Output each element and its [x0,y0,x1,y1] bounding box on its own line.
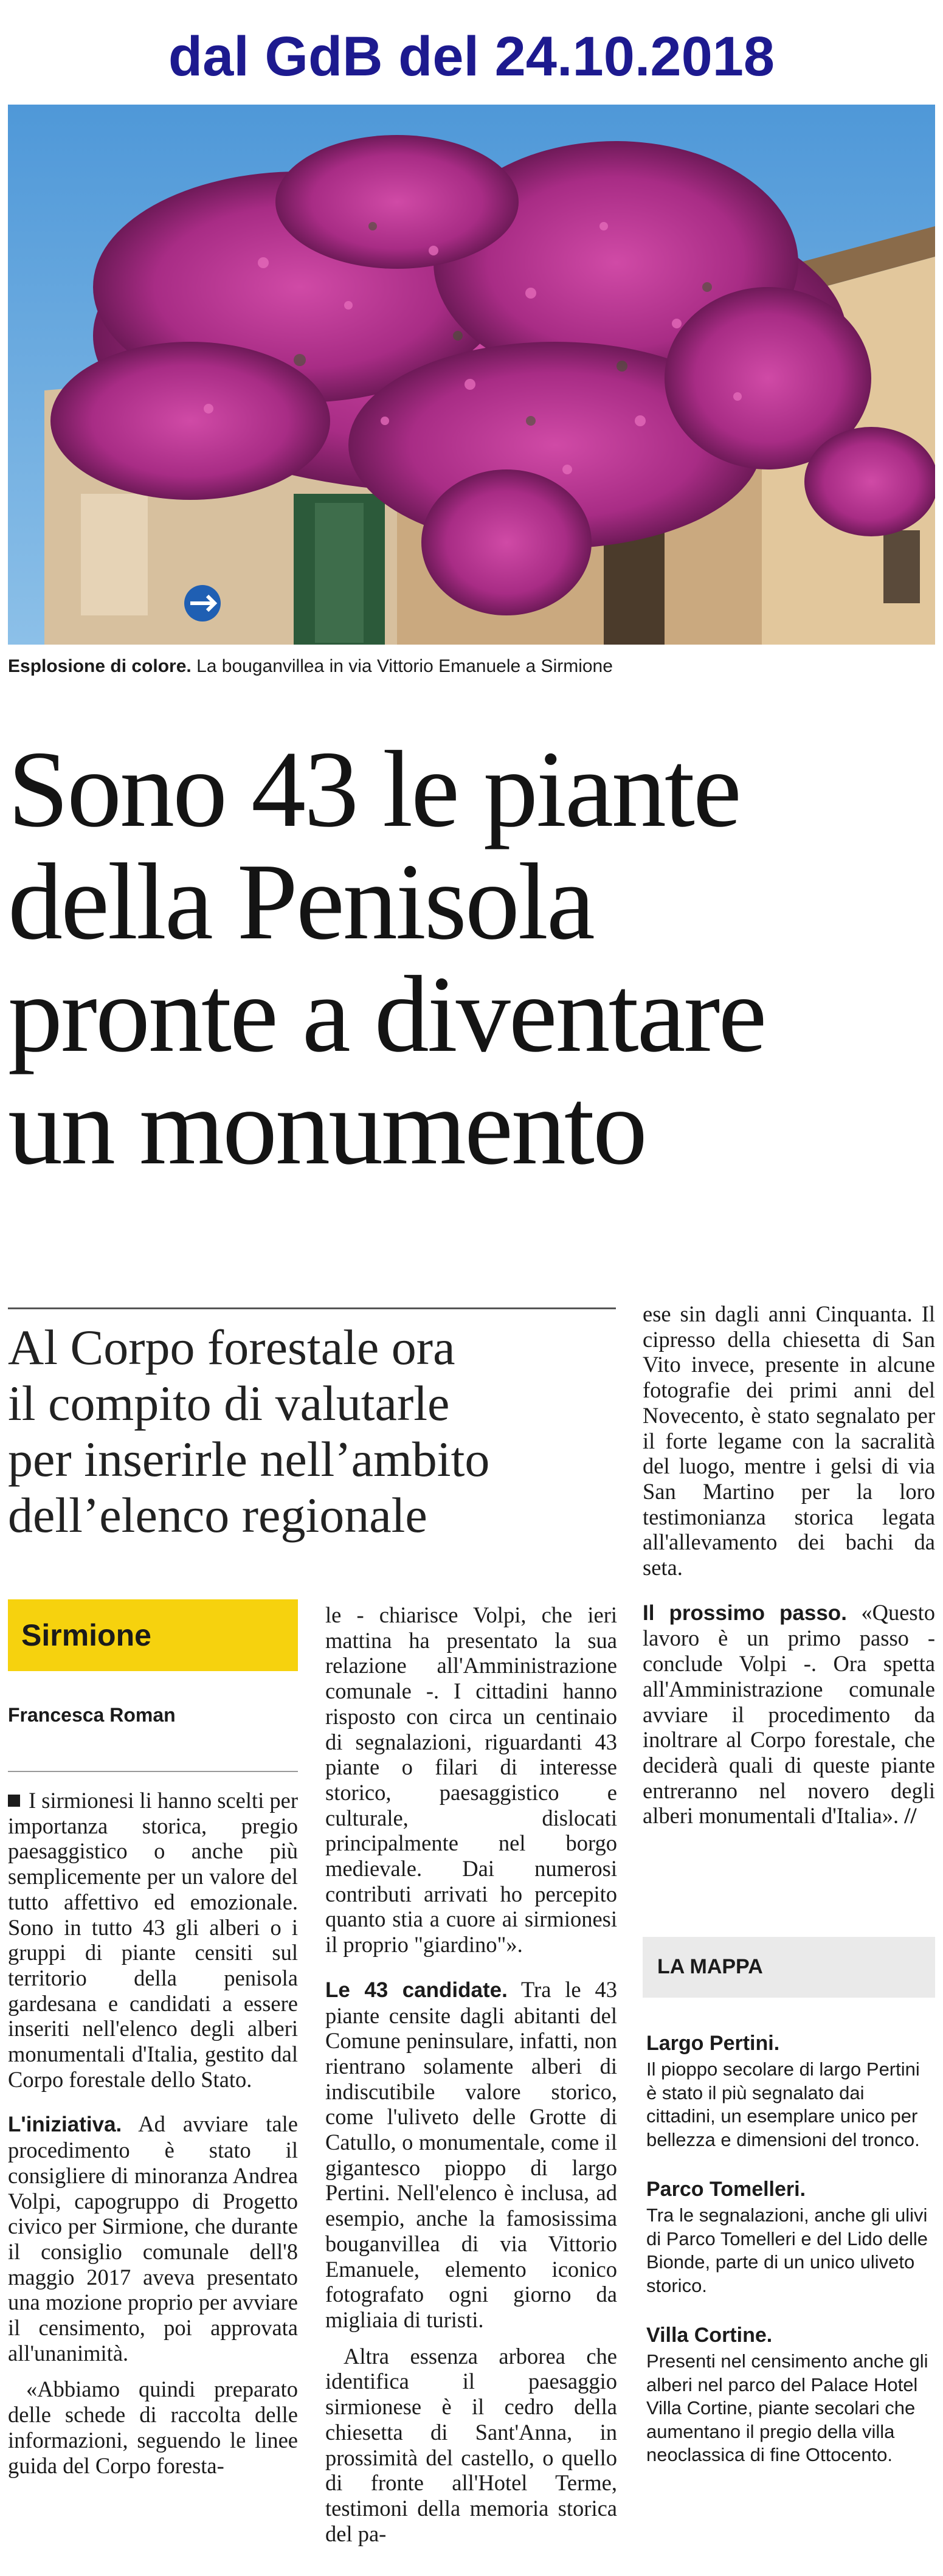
paragraph-lead: Il prossimo passo. [643,1601,847,1625]
article-column-3 [643,1301,935,1829]
location-kicker [8,1599,298,1671]
photo-bougainvillea [8,105,935,645]
body-paragraph: «Questo lavoro è un primo passo - conclude Volpi -. Ora spetta all'Amministrazione comunale avviare il procedimento da inoltrare al Corpo forestale, che deciderà quali di queste piante entreranno nel novero degli alberi monumentali d'Italia». [643,1599,936,1829]
subheadline [8,1320,616,1543]
source-date-header: dal GdB del 24.10.2018 [168,26,775,88]
divider [8,1771,298,1772]
map-item-title: Parco Tomelleri. [646,2178,806,2201]
subhead-line: il compito di valutarle [8,1376,450,1431]
square-bullet-icon [8,1795,20,1807]
map-item-text: Tra le segnalazioni, anche gli ulivi di Parco Tomelleri e del Lido delle Bionde, parte di un unico uliveto storico. [646,2204,928,2296]
paragraph-lead: Le 43 candidate. [325,1978,508,2002]
map-sidebar [646,2031,935,2467]
article-column-2 [325,1602,617,2546]
body-paragraph: ese sin dagli anni Cinquanta. Il cipresso della chiesetta di San Vito invece, presente in alcune fotografie dei primi anni del Novecento, è stato segnalato per il forte legame con la sacralità del luogo, mentre i gelsi di via San Martino per la loro testimonianza storica legata all'allevamento dei bachi da seta. [643,1301,935,1581]
body-paragraph: I sirmionesi li hanno scelti per importanza storica, pregio paesaggistico o anche più semplicemente per un valore del tutto affettivo ed emozionale. Sono in tutto 43 gli alberi o i gruppi di piante censiti sul territorio della penisola gardesana e candidati a essere inseriti nell'elenco degli alberi monumentali d'Italia, gestito dal Corpo forestale dello Stato. [8,1788,298,2092]
body-paragraph: «Abbiamo quindi preparato delle schede di raccolta delle informazioni, seguendo le linee guida del Corpo foresta- [8,2377,298,2478]
paragraph-lead: L'iniziativa. [8,2113,122,2137]
caption-bold: Esplosione di colore. [8,656,192,676]
divider [8,1307,616,1309]
body-paragraph: Ad avviare tale procedimento è stato il consigliere di minoranza Andrea Volpi, capogruppo di Progetto civico per Sirmione, che durante il consiglio comunale dell'8 maggio 2017 aveva presentato una mozione proprio per avviare il censimento, poi approvata all'unanimità. [8,2111,298,2366]
map-item-title: Largo Pertini. [646,2032,780,2055]
byline: Francesca Roman [8,1704,176,1726]
subhead-line: Al Corpo forestale ora [8,1320,455,1375]
caption-text: La bouganvillea in via Vittorio Emanuele a Sirmione [191,656,613,676]
photo-illustration [8,105,935,645]
map-item-title: Villa Cortine. [646,2324,773,2347]
headline-line: della Penisola [8,841,593,962]
body-paragraph: Tra le 43 piante censite dagli abitanti del Comune peninsulare, infatti, non rientrano solamente alberi di indiscutibile valore storico, come l'uliveto delle Grotte di Catullo, o monumentale, come il gigantesco pioppo di largo Pertini. Nell'elenco è inclusa, ad esempio, anche la famosissima bouganvillea di via Vittorio Emanuele, elemento iconico fotografato ogni giorno da migliaia di turisti. [325,1976,617,2332]
end-mark: // [904,1803,917,1829]
headline-line: Sono 43 le piante [8,729,740,850]
subhead-line: per inserirle nell’ambito [8,1432,490,1487]
map-title: LA MAPPA [657,1955,763,1978]
article-column-1 [8,1788,298,2478]
body-paragraph: le - chiarisce Volpi, che ieri mattina ha presentato la sua relazione all'Amministrazione comunale -. I cittadini hanno risposto con circa un centinaio di segnalazioni, riguardanti 43 piante o filari di interesse storico, paesaggistico e culturale, dislocati principalmente nel borgo medievale. Dai numerosi contributi arrivati ho percepito quanto stia a cuore ai sirmionesi il proprio "giardino"». [325,1602,617,1958]
map-item-text: Presenti nel censimento anche gli alberi nel parco del Palace Hotel Villa Cortine, piante secolari che aumentano il pregio della villa neoclassica di fine Ottocento. [646,2350,928,2465]
headline-line: un monumento [8,1066,646,1187]
photo-caption [8,656,932,677]
kicker-label: Sirmione [21,1618,151,1652]
headline [8,729,935,1187]
headline-line: pronte a diventare [8,954,765,1075]
subhead-line: dell’elenco regionale [8,1487,427,1543]
map-item-text: Il pioppo secolare di largo Pertini è stato il più segnalato dai cittadini, un esemplare unico per bellezza e dimensioni del tronco. [646,2058,920,2150]
map-box-header [643,1937,935,1998]
body-paragraph: Altra essenza arborea che identifica il paesaggio sirmionese è il cedro della chiesetta di Sant'Anna, in prossimità del castello, o quello di fronte all'Hotel Terme, testimoni della memoria storica del pa- [325,2343,617,2546]
